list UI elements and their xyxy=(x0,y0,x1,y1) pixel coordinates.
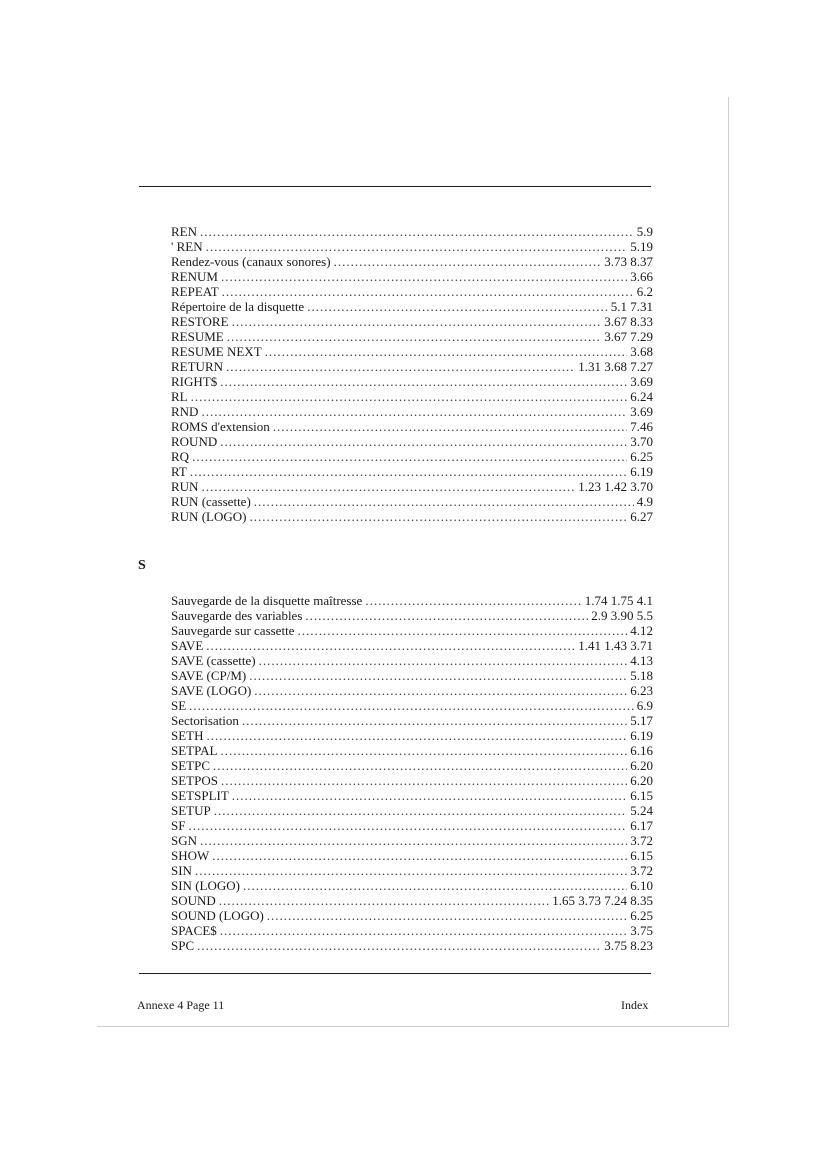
index-entry xyxy=(171,908,653,923)
page-refs: 4.9 xyxy=(636,494,653,509)
page-refs: 3.67 8.33 xyxy=(604,314,653,329)
index-entry xyxy=(171,623,653,638)
index-entry xyxy=(171,683,653,698)
index-entry xyxy=(171,224,653,239)
index-entry xyxy=(171,698,653,713)
index-entry xyxy=(171,608,653,623)
index-entry xyxy=(171,728,653,743)
index-term: Sauvegarde sur cassette xyxy=(171,623,295,638)
index-entry xyxy=(171,314,653,329)
page-refs: 6.20 xyxy=(630,773,653,788)
index-term: RETURN xyxy=(171,359,223,374)
index-entry xyxy=(171,668,653,683)
index-term: REPEAT xyxy=(171,284,219,299)
dot-leader xyxy=(220,374,627,389)
dot-leader xyxy=(191,389,628,404)
page-refs: 3.72 xyxy=(630,833,653,848)
index-term: SETPOS xyxy=(171,773,218,788)
dot-leader xyxy=(195,863,627,878)
page-refs: 5.17 xyxy=(630,713,653,728)
dot-leader xyxy=(305,608,588,623)
index-entry xyxy=(171,878,653,893)
index-term: SAVE (cassette) xyxy=(171,653,256,668)
footer-rule xyxy=(139,973,651,974)
dot-leader xyxy=(214,803,628,818)
dot-leader xyxy=(220,434,627,449)
index-term: SIN xyxy=(171,863,192,878)
index-term: RT xyxy=(171,464,187,479)
index-entry xyxy=(171,938,653,953)
page-refs: 7.46 xyxy=(630,419,653,434)
dot-leader xyxy=(265,344,628,359)
index-term: Sectorisation xyxy=(171,713,239,728)
index-term: RUN (cassette) xyxy=(171,494,251,509)
dot-leader xyxy=(334,254,602,269)
dot-leader xyxy=(220,923,627,938)
page-refs: 3.73 8.37 xyxy=(604,254,653,269)
index-entry xyxy=(171,923,653,938)
dot-leader xyxy=(192,449,627,464)
index-entry xyxy=(171,254,653,269)
page-refs: 6.15 xyxy=(630,848,653,863)
index-term: Sauvegarde de la disquette maîtresse xyxy=(171,593,363,608)
dot-leader xyxy=(227,329,602,344)
dot-leader xyxy=(206,239,628,254)
index-term: SOUND (LOGO) xyxy=(171,908,264,923)
dot-leader xyxy=(213,758,627,773)
page-refs: 6.10 xyxy=(630,878,653,893)
index-entry xyxy=(171,863,653,878)
index-term: REN xyxy=(171,224,197,239)
section-letter: S xyxy=(138,558,146,573)
index-entry xyxy=(171,449,653,464)
dot-leader xyxy=(365,593,581,608)
index-term: SETH xyxy=(171,728,204,743)
index-entry xyxy=(171,713,653,728)
index-entry xyxy=(171,773,653,788)
index-entry xyxy=(171,434,653,449)
index-entry xyxy=(171,758,653,773)
index-term: SETUP xyxy=(171,803,211,818)
dot-leader xyxy=(249,668,627,683)
page-refs: 6.25 xyxy=(630,449,653,464)
index-entry xyxy=(171,494,653,509)
index-term: SHOW xyxy=(171,848,210,863)
index-entry xyxy=(171,329,653,344)
dot-leader xyxy=(226,359,575,374)
index-entry xyxy=(171,743,653,758)
page-refs: 5.9 xyxy=(636,224,653,239)
index-entry xyxy=(171,344,653,359)
index-entry xyxy=(171,803,653,818)
index-entry xyxy=(171,638,653,653)
index-term: SAVE xyxy=(171,638,204,653)
dot-leader xyxy=(221,773,627,788)
page-refs: 3.68 xyxy=(630,344,653,359)
page-refs: 6.25 xyxy=(630,908,653,923)
index-entry xyxy=(171,389,653,404)
page-refs: 1.65 3.73 7.24 8.35 xyxy=(552,893,653,908)
index-list-r xyxy=(171,224,653,524)
index-term: SETPC xyxy=(171,758,211,773)
index-term: SIN (LOGO) xyxy=(171,878,240,893)
dot-leader xyxy=(221,269,627,284)
dot-leader xyxy=(189,698,634,713)
page-refs: 5.18 xyxy=(630,668,653,683)
dot-leader xyxy=(242,713,627,728)
index-entry xyxy=(171,269,653,284)
index-term: Sauvegarde des variables xyxy=(171,608,303,623)
dot-leader xyxy=(212,848,627,863)
dot-leader xyxy=(197,938,601,953)
dot-leader xyxy=(188,818,627,833)
index-list-s xyxy=(171,593,653,953)
index-term: ROUND xyxy=(171,434,218,449)
dot-leader xyxy=(200,833,627,848)
index-term: RIGHT$ xyxy=(171,374,218,389)
page-refs: 3.72 xyxy=(630,863,653,878)
index-term: ' REN xyxy=(171,239,203,254)
index-term: Répertoire de la disquette xyxy=(171,299,305,314)
page-refs: 4.13 xyxy=(630,653,653,668)
index-term: SPACE$ xyxy=(171,923,217,938)
index-term: RENUM xyxy=(171,269,218,284)
dot-leader xyxy=(297,623,627,638)
page-refs: 6.27 xyxy=(630,509,653,524)
page-refs: 5.19 xyxy=(630,239,653,254)
page-refs: 3.69 xyxy=(630,404,653,419)
index-entry xyxy=(171,479,653,494)
dot-leader xyxy=(307,299,608,314)
dot-leader xyxy=(267,908,627,923)
dot-leader xyxy=(200,224,634,239)
dot-leader xyxy=(232,314,602,329)
dot-leader xyxy=(190,464,627,479)
index-term: SAVE (CP/M) xyxy=(171,668,247,683)
dot-leader xyxy=(254,683,627,698)
index-term: SETSPLIT xyxy=(171,788,229,803)
dot-leader xyxy=(201,404,627,419)
index-term: RQ xyxy=(171,449,190,464)
page-refs: 5.1 7.31 xyxy=(610,299,653,314)
dot-leader xyxy=(249,509,627,524)
page-refs: 5.24 xyxy=(630,803,653,818)
index-term: Rendez-vous (canaux sonores) xyxy=(171,254,331,269)
header-rule xyxy=(139,186,651,187)
dot-leader xyxy=(273,419,627,434)
index-entry xyxy=(171,833,653,848)
index-entry xyxy=(171,653,653,668)
page-refs: 1.31 3.68 7.27 xyxy=(578,359,653,374)
index-term: ROMS d'extension xyxy=(171,419,270,434)
page-edge-bottom xyxy=(97,1026,729,1027)
page-refs: 1.74 1.75 4.1 xyxy=(584,593,653,608)
index-entry xyxy=(171,593,653,608)
page-refs: 6.9 xyxy=(636,698,653,713)
page-edge-right xyxy=(728,97,729,1027)
page-refs: 6.19 xyxy=(630,464,653,479)
dot-leader xyxy=(243,878,627,893)
index-entry xyxy=(171,788,653,803)
dot-leader xyxy=(206,638,575,653)
page-refs: 1.23 1.42 3.70 xyxy=(578,479,653,494)
index-term: RL xyxy=(171,389,188,404)
page-refs: 3.67 7.29 xyxy=(604,329,653,344)
index-term: RUN xyxy=(171,479,199,494)
page-refs: 6.17 xyxy=(630,818,653,833)
index-term: RND xyxy=(171,404,199,419)
page-refs: 3.69 xyxy=(630,374,653,389)
index-entry xyxy=(171,374,653,389)
index-entry xyxy=(171,284,653,299)
page-refs: 6.24 xyxy=(630,389,653,404)
index-term: SGN xyxy=(171,833,198,848)
dot-leader xyxy=(220,743,627,758)
index-entry xyxy=(171,509,653,524)
footer-page-label: Annexe 4 Page 11 xyxy=(137,998,225,1012)
dot-leader xyxy=(207,728,628,743)
page-refs: 6.19 xyxy=(630,728,653,743)
page-refs: 6.15 xyxy=(630,788,653,803)
index-entry xyxy=(171,464,653,479)
page-refs: 3.70 xyxy=(630,434,653,449)
page-refs: 3.75 xyxy=(630,923,653,938)
index-entry xyxy=(171,893,653,908)
page-refs: 4.12 xyxy=(630,623,653,638)
index-term: RESUME NEXT xyxy=(171,344,262,359)
index-term: SAVE (LOGO) xyxy=(171,683,252,698)
index-term: SETPAL xyxy=(171,743,218,758)
index-term: SE xyxy=(171,698,187,713)
page-refs: 6.16 xyxy=(630,743,653,758)
index-term: RESTORE xyxy=(171,314,229,329)
index-entry xyxy=(171,818,653,833)
page-refs: 6.20 xyxy=(630,758,653,773)
index-entry xyxy=(171,848,653,863)
index-entry xyxy=(171,359,653,374)
index-entry xyxy=(171,404,653,419)
dot-leader xyxy=(201,479,575,494)
page-refs: 6.2 xyxy=(636,284,653,299)
page-refs: 6.23 xyxy=(630,683,653,698)
dot-leader xyxy=(254,494,634,509)
page-refs: 2.9 3.90 5.5 xyxy=(591,608,653,623)
index-entry xyxy=(171,419,653,434)
dot-leader xyxy=(219,893,549,908)
index-term: SPC xyxy=(171,938,195,953)
index-term: RUN (LOGO) xyxy=(171,509,247,524)
index-term: SOUND xyxy=(171,893,216,908)
index-term: SF xyxy=(171,818,186,833)
dot-leader xyxy=(232,788,627,803)
dot-leader xyxy=(222,284,634,299)
index-entry xyxy=(171,239,653,254)
footer-section-label: Index xyxy=(621,998,649,1012)
page-refs: 3.66 xyxy=(630,269,653,284)
page-refs: 1.41 1.43 3.71 xyxy=(578,638,653,653)
index-term: RESUME xyxy=(171,329,224,344)
index-entry xyxy=(171,299,653,314)
page-refs: 3.75 8.23 xyxy=(604,938,653,953)
dot-leader xyxy=(259,653,628,668)
